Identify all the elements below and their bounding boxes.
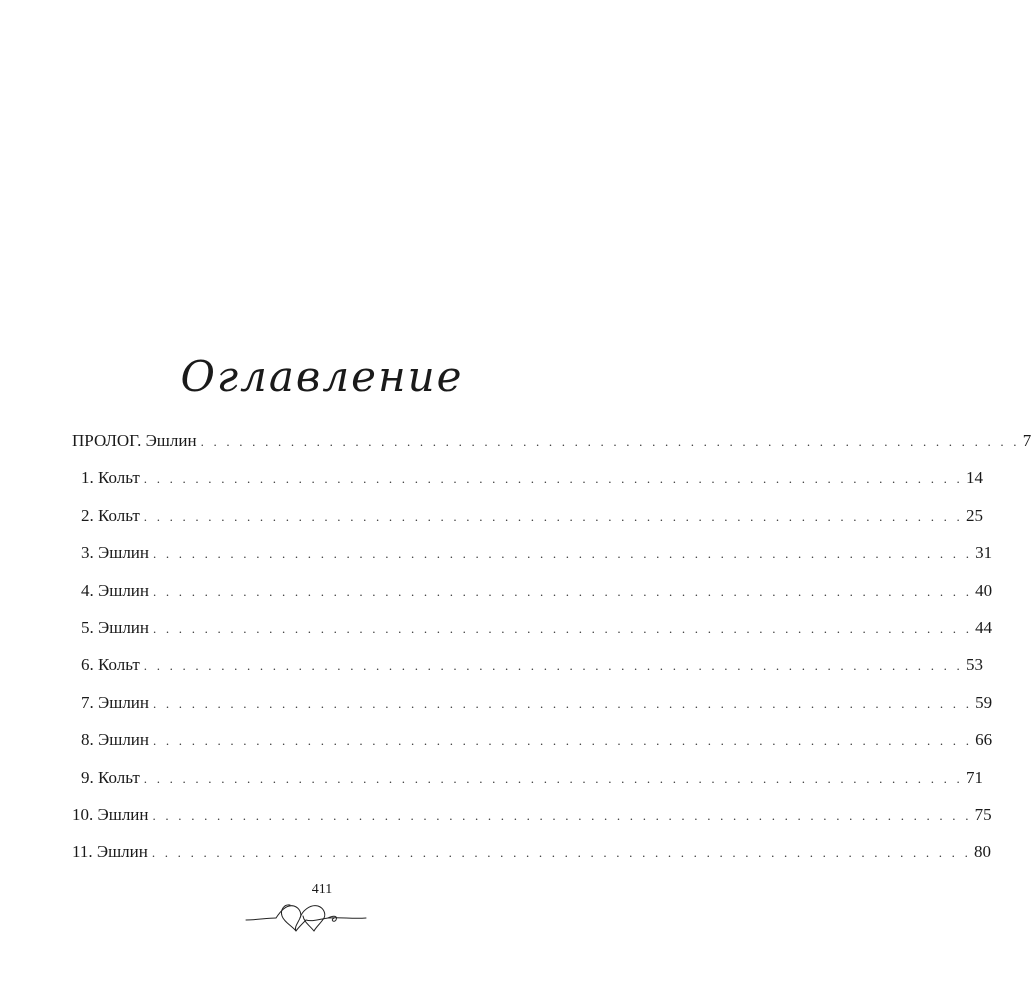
- toc-entry-page: 31: [975, 543, 993, 563]
- toc-entry-page: 40: [975, 580, 993, 600]
- two-hearts-flourish-icon: [244, 898, 368, 934]
- toc-entry-label: 6. Кольт: [81, 655, 140, 675]
- toc-leader-dots: . . . . . . . . . . . . . . . . . . . . . . . . . . . . . . . . . . . . . . . . . . . . . . . . . . . . . . . . . . . . . . . .: [152, 807, 972, 823]
- toc-entry-chapter-8: [72, 728, 993, 765]
- toc-entry-chapter-6: [72, 653, 983, 690]
- toc-entry-chapter-5: [72, 616, 993, 653]
- toc-entry-page: 66: [975, 730, 993, 750]
- toc-entry-label: ПРОЛОГ. Эшлин: [72, 431, 197, 450]
- toc-entry-label: 3. Эшлин: [81, 543, 149, 563]
- toc-entry-label: 11. Эшлин: [72, 842, 148, 862]
- toc-entry-label: 10. Эшлин: [72, 804, 149, 824]
- toc-entry-page: 14: [965, 468, 983, 488]
- toc-leader-dots: . . . . . . . . . . . . . . . . . . . . . . . . . . . . . . . . . . . . . . . . . . . . . . . . . . . . . . . . . . . . . . . .: [143, 770, 963, 786]
- toc-entry-page: 25: [965, 505, 983, 525]
- toc-entry-chapter-11: [72, 840, 992, 877]
- toc-entry-page: 71: [965, 767, 983, 787]
- toc-leader-dots: . . . . . . . . . . . . . . . . . . . . . . . . . . . . . . . . . . . . . . . . . . . . . . . . . . . . . . . . . . . . . . . .: [151, 845, 972, 861]
- toc-entry-chapter-4: [72, 579, 993, 616]
- toc-entry-label: 8. Эшлин: [81, 730, 149, 750]
- toc-entry-chapter-3: [72, 541, 993, 578]
- toc-entry-label: 5. Эшлин: [81, 617, 149, 637]
- toc-entry-chapter-10: [72, 803, 992, 840]
- toc-leader-dots: . . . . . . . . . . . . . . . . . . . . . . . . . . . . . . . . . . . . . . . . . . . . . . . . . . . . . . . . . . . . . . . .: [143, 658, 963, 674]
- toc-leader-dots: . . . . . . . . . . . . . . . . . . . . . . . . . . . . . . . . . . . . . . . . . . . . . . . . . . . . . . . . . . . . . . . .: [153, 546, 973, 562]
- toc-leader-dots: . . . . . . . . . . . . . . . . . . . . . . . . . . . . . . . . . . . . . . . . . . . . . . . . . . . . . . . . . . . . . . . .: [153, 733, 973, 749]
- toc-entry-chapter-1: [72, 466, 983, 503]
- toc-leader-dots: . . . . . . . . . . . . . . . . . . . . . . . . . . . . . . . . . . . . . . . . . . . . . . . . . . . . . . . . . . . . . . . .: [143, 471, 963, 487]
- toc-entry-label: 1. Кольт: [81, 468, 140, 488]
- toc-entry-chapter-9: [72, 766, 983, 803]
- toc-leader-dots: . . . . . . . . . . . . . . . . . . . . . . . . . . . . . . . . . . . . . . . . . . . . . . . . . . . . . . . . . . . . . . . .: [153, 695, 973, 711]
- toc-entry-page: 44: [975, 617, 993, 637]
- toc-entry-label: 4. Эшлин: [81, 580, 149, 600]
- toc-title: Оглавление: [180, 352, 464, 401]
- toc-entry-label: 9. Кольт: [81, 767, 140, 787]
- toc-entry-label: 2. Кольт: [81, 505, 140, 525]
- toc-entry-page: 53: [965, 655, 983, 675]
- toc-entry-chapter-7: [72, 691, 993, 728]
- page-number: 411: [311, 882, 333, 897]
- toc-entry-page: 80: [974, 842, 992, 862]
- toc-entry-label: 7. Эшлин: [81, 692, 149, 712]
- table-of-contents: [72, 429, 1031, 878]
- toc-entry-page: 7: [1022, 431, 1031, 450]
- toc-leader-dots: . . . . . . . . . . . . . . . . . . . . . . . . . . . . . . . . . . . . . . . . . . . . . . . . . . . . . . . . . . . . . . . .: [153, 583, 973, 599]
- toc-entry-page: 59: [975, 692, 993, 712]
- toc-entry-page: 75: [974, 804, 992, 824]
- toc-leader-dots: . . . . . . . . . . . . . . . . . . . . . . . . . . . . . . . . . . . . . . . . . . . . . . . . . . . . . . . . . . . . . . . .: [153, 620, 973, 636]
- toc-entry-chapter-2: [72, 504, 983, 541]
- toc-leader-dots: . . . . . . . . . . . . . . . . . . . . . . . . . . . . . . . . . . . . . . . . . . . . . . . . . . . . . . . . . . . . . . . .: [143, 508, 963, 524]
- toc-leader-dots: . . . . . . . . . . . . . . . . . . . . . . . . . . . . . . . . . . . . . . . . . . . . . . . . . . . . . . . . . . . . . . . .: [200, 434, 1020, 449]
- toc-entry-prologue: [72, 429, 1031, 466]
